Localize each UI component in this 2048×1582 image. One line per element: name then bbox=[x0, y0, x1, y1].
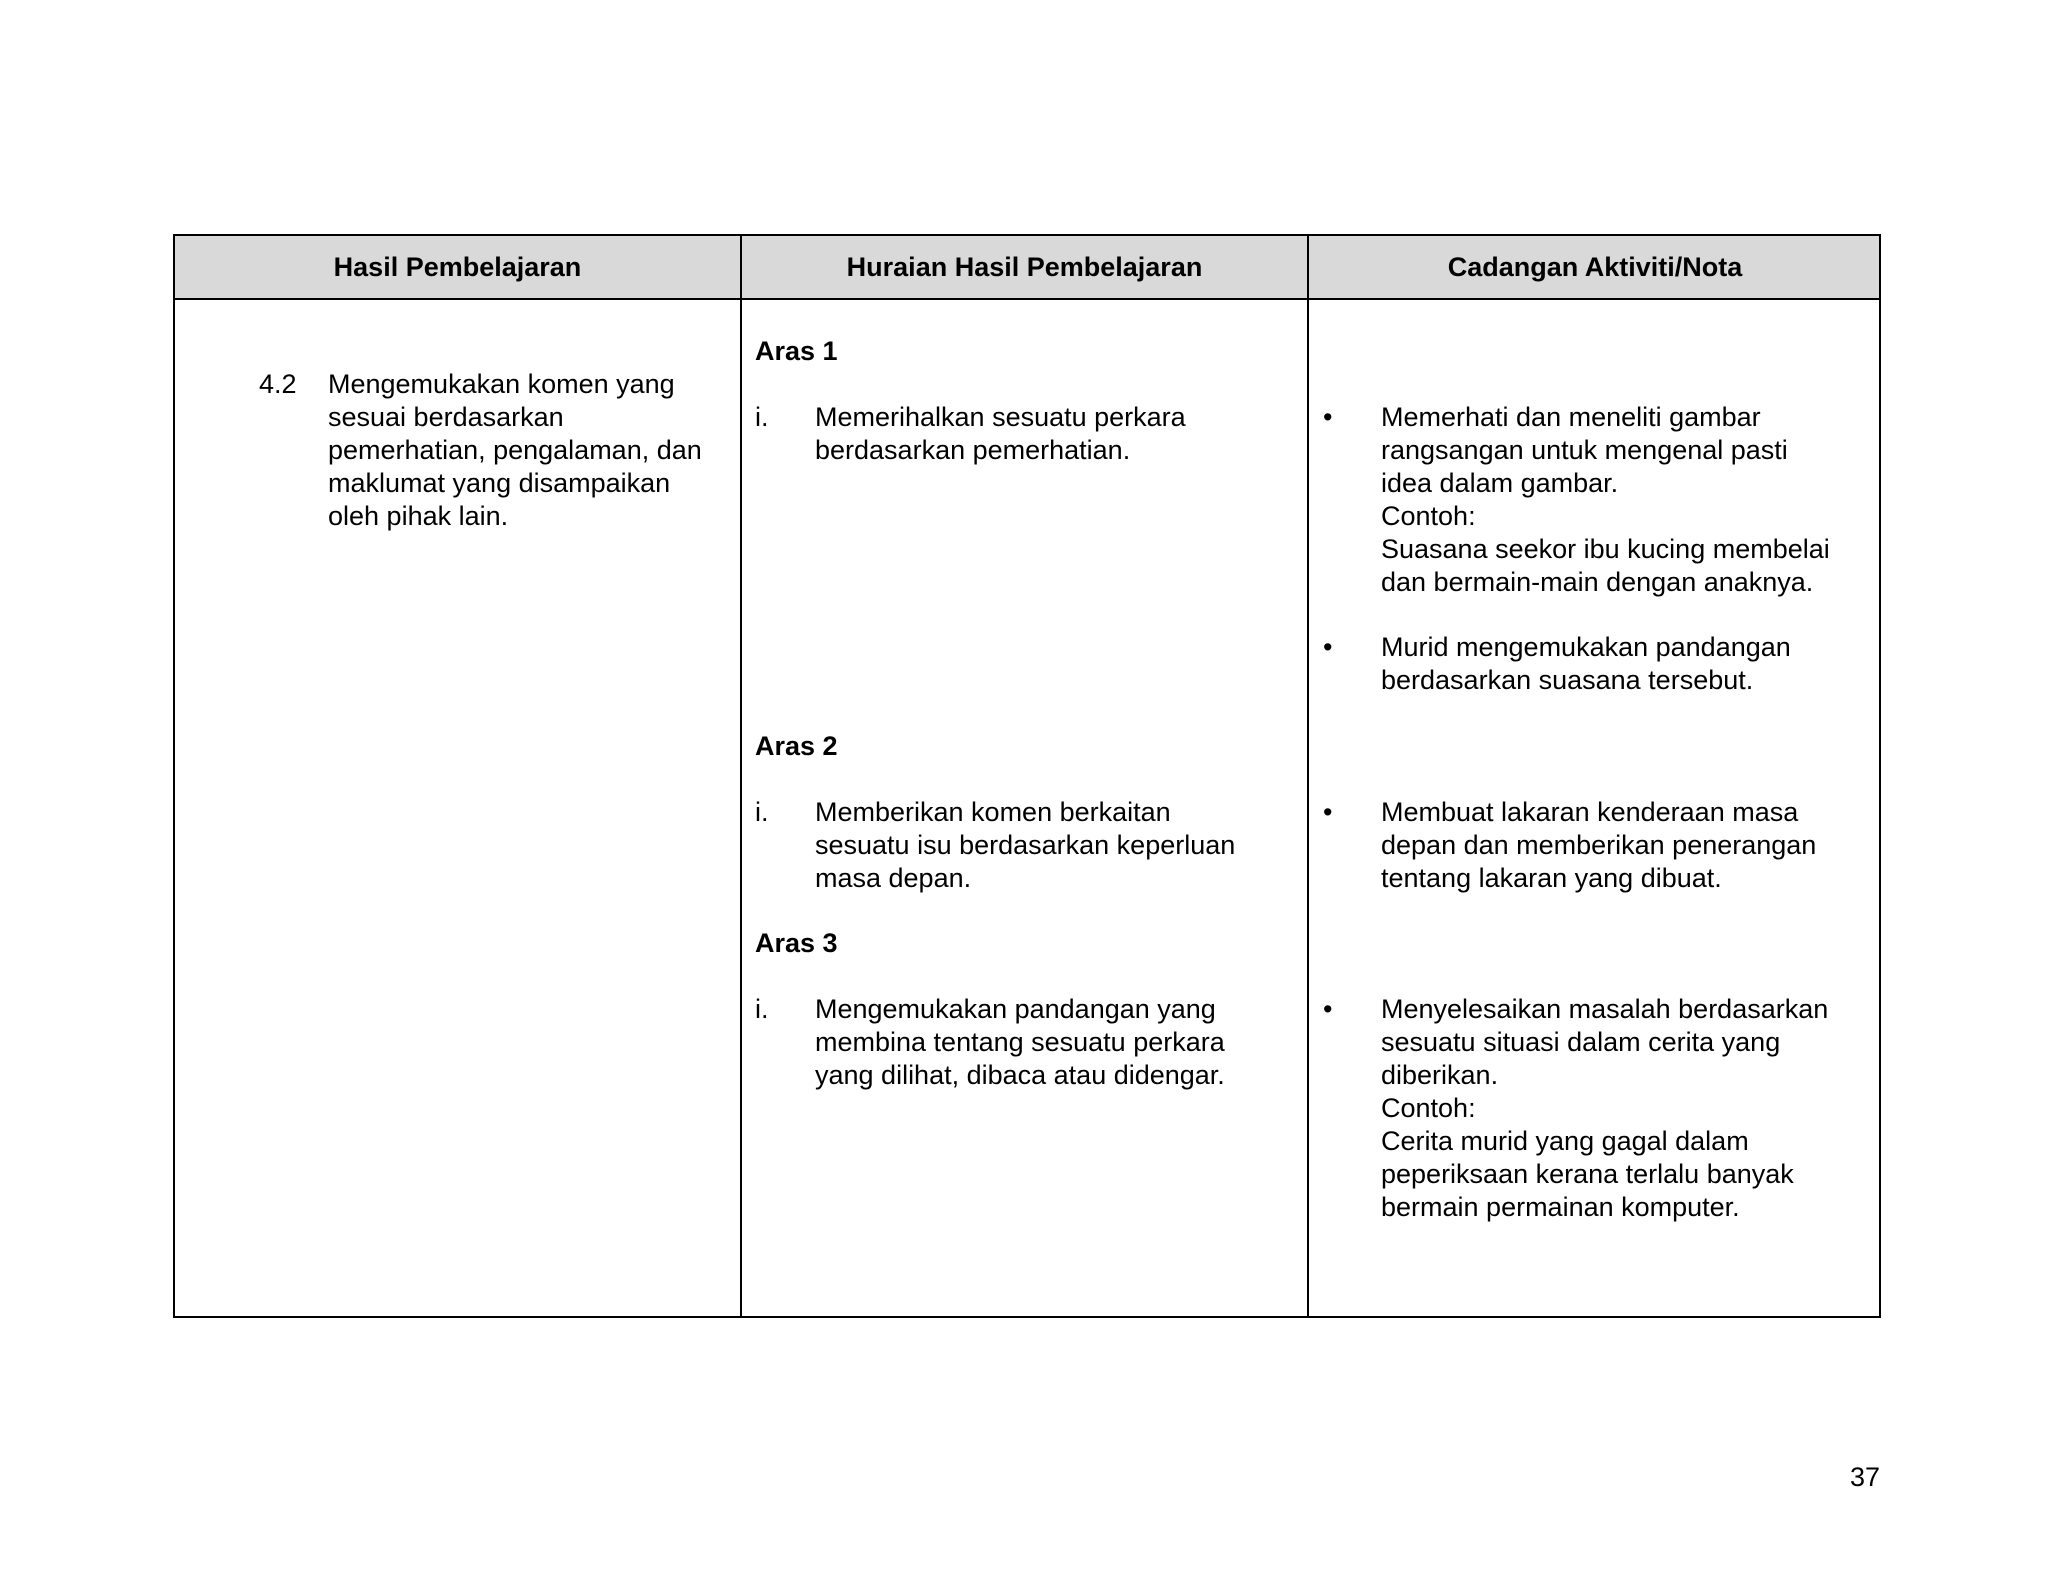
text-line: berdasarkan pemerhatian. bbox=[815, 435, 1131, 465]
bullet-icon: • bbox=[1323, 994, 1333, 1024]
column-divider bbox=[1307, 236, 1309, 1316]
text-line: dan bermain-main dengan anaknya. bbox=[1381, 567, 1814, 597]
activity-text bbox=[1381, 401, 1830, 599]
text-line: sesuatu situasi dalam cerita yang bbox=[1381, 1027, 1781, 1057]
text-line: tentang lakaran yang dibuat. bbox=[1381, 863, 1722, 893]
activity-text bbox=[1381, 631, 1791, 697]
text-line: membina tentang sesuatu perkara bbox=[815, 1027, 1225, 1057]
header-huraian-hasil-pembelajaran: Huraian Hasil Pembelajaran bbox=[846, 252, 1203, 282]
text-line: Memerhati dan meneliti gambar bbox=[1381, 402, 1761, 432]
text-line: Suasana seekor ibu kucing membelai bbox=[1381, 534, 1830, 564]
text-line: maklumat yang disampaikan bbox=[328, 468, 671, 498]
level-marker: i. bbox=[755, 402, 769, 432]
text-line: yang dilihat, dibaca atau didengar. bbox=[815, 1060, 1225, 1090]
text-line: Mengemukakan komen yang bbox=[328, 369, 675, 399]
text-line: pemerhatian, pengalaman, dan bbox=[328, 435, 702, 465]
level-description bbox=[815, 401, 1186, 467]
text-line: sesuatu isu berdasarkan keperluan bbox=[815, 830, 1236, 860]
level-title: Aras 3 bbox=[755, 928, 838, 958]
outcome-number: 4.2 bbox=[259, 369, 297, 399]
level-marker: i. bbox=[755, 797, 769, 827]
activity-text bbox=[1381, 993, 1828, 1224]
text-line: Contoh: bbox=[1381, 501, 1476, 531]
level-description bbox=[815, 993, 1225, 1092]
text-line: rangsangan untuk mengenal pasti bbox=[1381, 435, 1788, 465]
page-number: 37 bbox=[1849, 1462, 1880, 1492]
header-cadangan-aktiviti-nota: Cadangan Aktiviti/Nota bbox=[1447, 252, 1743, 282]
text-line: Menyelesaikan masalah berdasarkan bbox=[1381, 994, 1829, 1024]
column-divider bbox=[740, 236, 742, 1316]
learning-outcomes-table bbox=[173, 234, 1881, 1318]
level-description bbox=[815, 796, 1235, 895]
text-line: sesuai berdasarkan bbox=[328, 402, 564, 432]
text-line: berdasarkan suasana tersebut. bbox=[1381, 665, 1754, 695]
text-line: idea dalam gambar. bbox=[1381, 468, 1619, 498]
text-line: Cerita murid yang gagal dalam bbox=[1381, 1126, 1749, 1156]
text-line: diberikan. bbox=[1381, 1060, 1499, 1090]
text-line: Membuat lakaran kenderaan masa bbox=[1381, 797, 1799, 827]
text-line: depan dan memberikan penerangan bbox=[1381, 830, 1817, 860]
text-line: masa depan. bbox=[815, 863, 972, 893]
text-line: bermain permainan komputer. bbox=[1381, 1192, 1740, 1222]
text-line: Mengemukakan pandangan yang bbox=[815, 994, 1216, 1024]
text-line: peperiksaan kerana terlalu banyak bbox=[1381, 1159, 1794, 1189]
level-title: Aras 2 bbox=[755, 731, 838, 761]
level-marker: i. bbox=[755, 994, 769, 1024]
outcome-text bbox=[328, 368, 702, 533]
text-line: Memberikan komen berkaitan bbox=[815, 797, 1171, 827]
bullet-icon: • bbox=[1323, 797, 1333, 827]
text-line: Murid mengemukakan pandangan bbox=[1381, 632, 1791, 662]
header-hasil-pembelajaran: Hasil Pembelajaran bbox=[333, 252, 582, 282]
text-line: Contoh: bbox=[1381, 1093, 1476, 1123]
table-header-row bbox=[175, 236, 1879, 300]
bullet-icon: • bbox=[1323, 632, 1333, 662]
bullet-icon: • bbox=[1323, 402, 1333, 432]
activity-text bbox=[1381, 796, 1816, 895]
level-title: Aras 1 bbox=[755, 336, 838, 366]
text-line: oleh pihak lain. bbox=[328, 501, 509, 531]
text-line: Memerihalkan sesuatu perkara bbox=[815, 402, 1186, 432]
